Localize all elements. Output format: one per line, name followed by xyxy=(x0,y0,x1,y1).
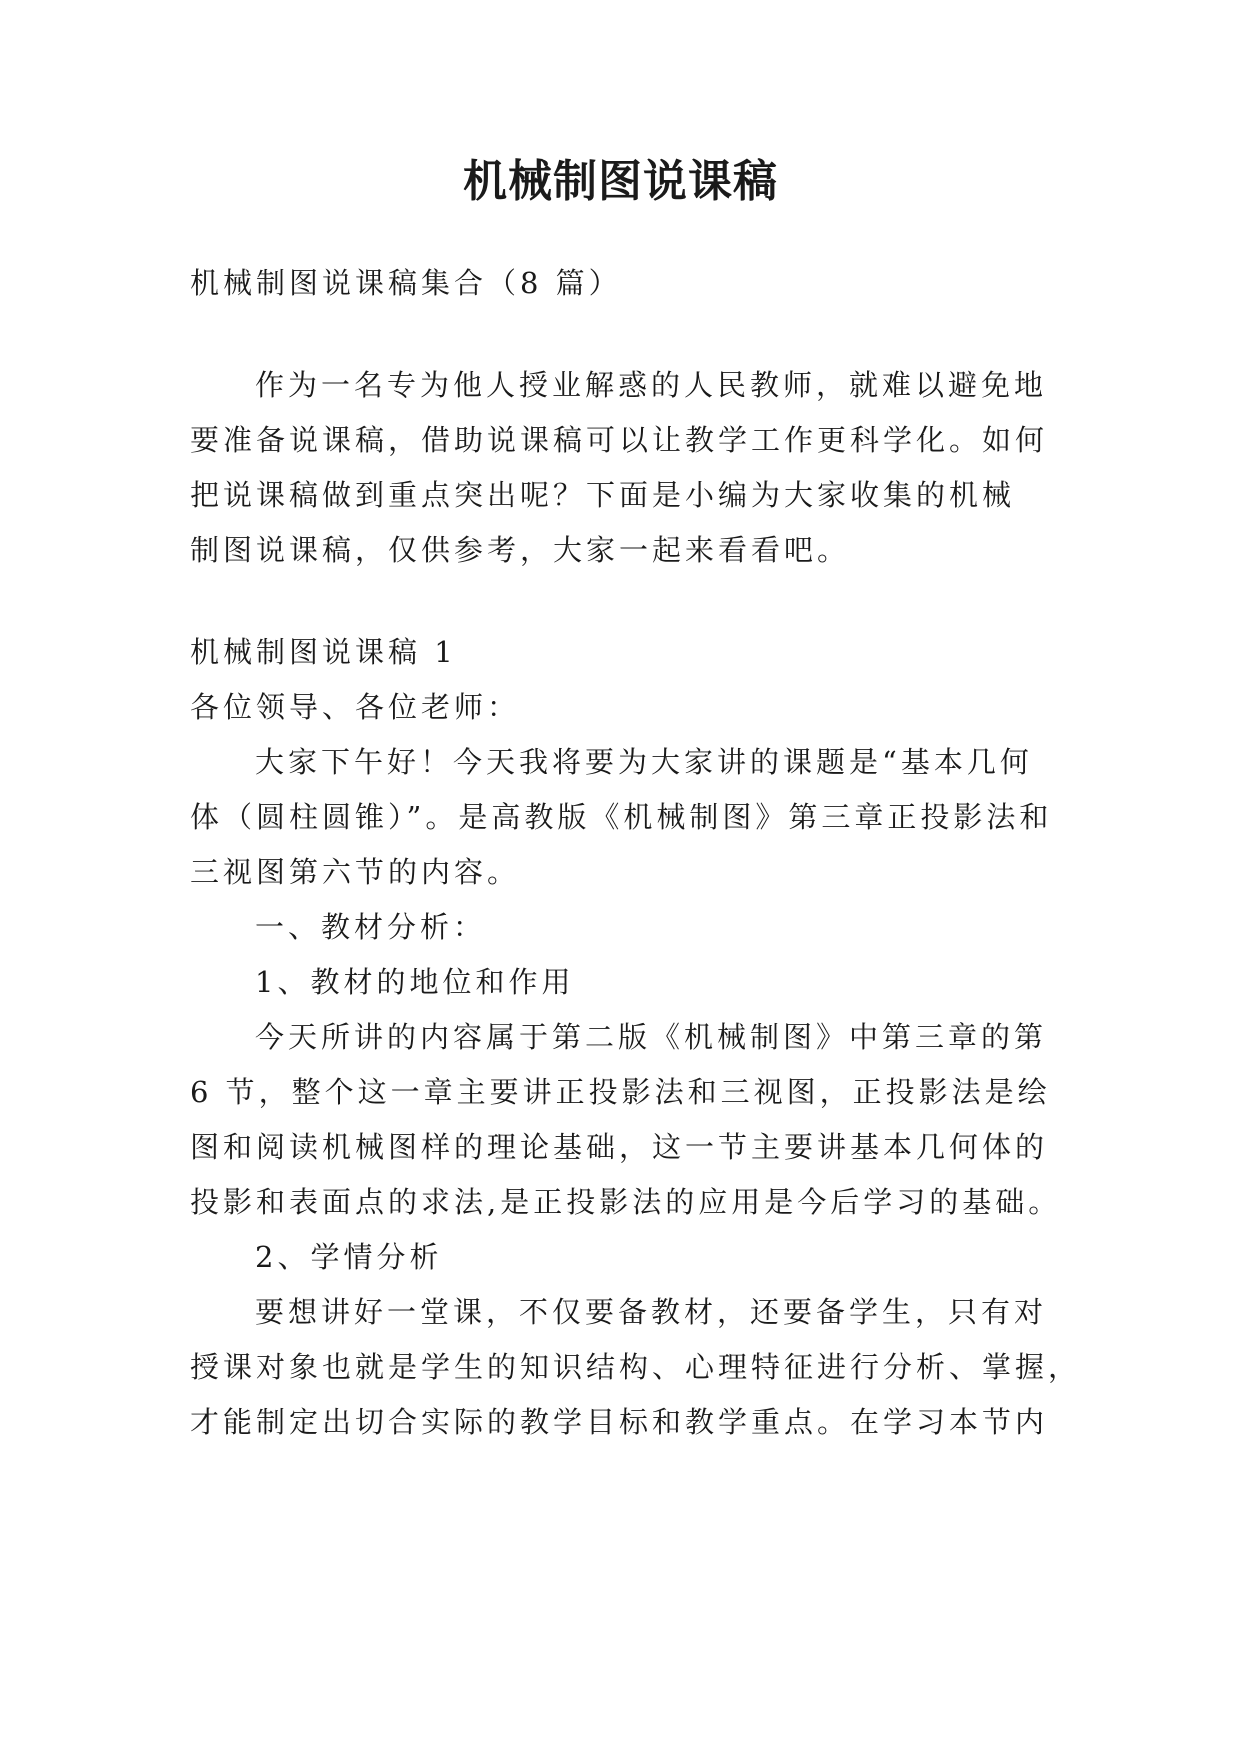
greeting: 各位领导、各位老师： xyxy=(190,690,521,724)
part1-heading: 一、教材分析： xyxy=(255,910,487,944)
item1-line: 今天所讲的内容属于第二版《机械制图》中第三章的第 xyxy=(255,1020,1048,1054)
intro-line: 要准备说课稿，借助说课稿可以让教学工作更科学化。如何 xyxy=(190,423,1049,457)
intro-line: 制图说课稿，仅供参考，大家一起来看看吧。 xyxy=(190,533,851,567)
item1-heading: 1、教材的地位和作用 xyxy=(255,965,575,999)
document-title: 机械制图说课稿 xyxy=(463,156,778,207)
item2-line: 要想讲好一堂课，不仅要备教材，还要备学生，只有对 xyxy=(255,1295,1048,1329)
item1-line: 6 节，整个这一章主要讲正投影法和三视图，正投影法是绘 xyxy=(190,1075,1051,1109)
opening-line: 三视图第六节的内容。 xyxy=(190,855,521,889)
item2-line: 才能制定出切合实际的教学目标和教学重点。在学习本节内 xyxy=(190,1405,1049,1439)
item1-line: 投影和表面点的求法,是正投影法的应用是今后学习的基础。 xyxy=(190,1185,1062,1219)
item2-line: 授课对象也就是学生的知识结构、心理特征进行分析、掌握， xyxy=(190,1350,1082,1384)
opening-line: 体（圆柱圆锥）”。是高教版《机械制图》第三章正投影法和 xyxy=(190,800,1053,834)
document-subtitle: 机械制图说课稿集合（8 篇） xyxy=(190,266,622,300)
intro-line: 作为一名专为他人授业解惑的人民教师，就难以避免地 xyxy=(255,368,1048,402)
intro-line: 把说课稿做到重点突出呢？下面是小编为大家收集的机械 xyxy=(190,478,1016,512)
item2-heading: 2、学情分析 xyxy=(255,1240,443,1274)
item1-line: 图和阅读机械图样的理论基础，这一节主要讲基本几何体的 xyxy=(190,1130,1049,1164)
opening-line: 大家下午好！今天我将要为大家讲的课题是“基本几何 xyxy=(255,745,1033,779)
section-heading: 机械制图说课稿 1 xyxy=(190,635,457,669)
